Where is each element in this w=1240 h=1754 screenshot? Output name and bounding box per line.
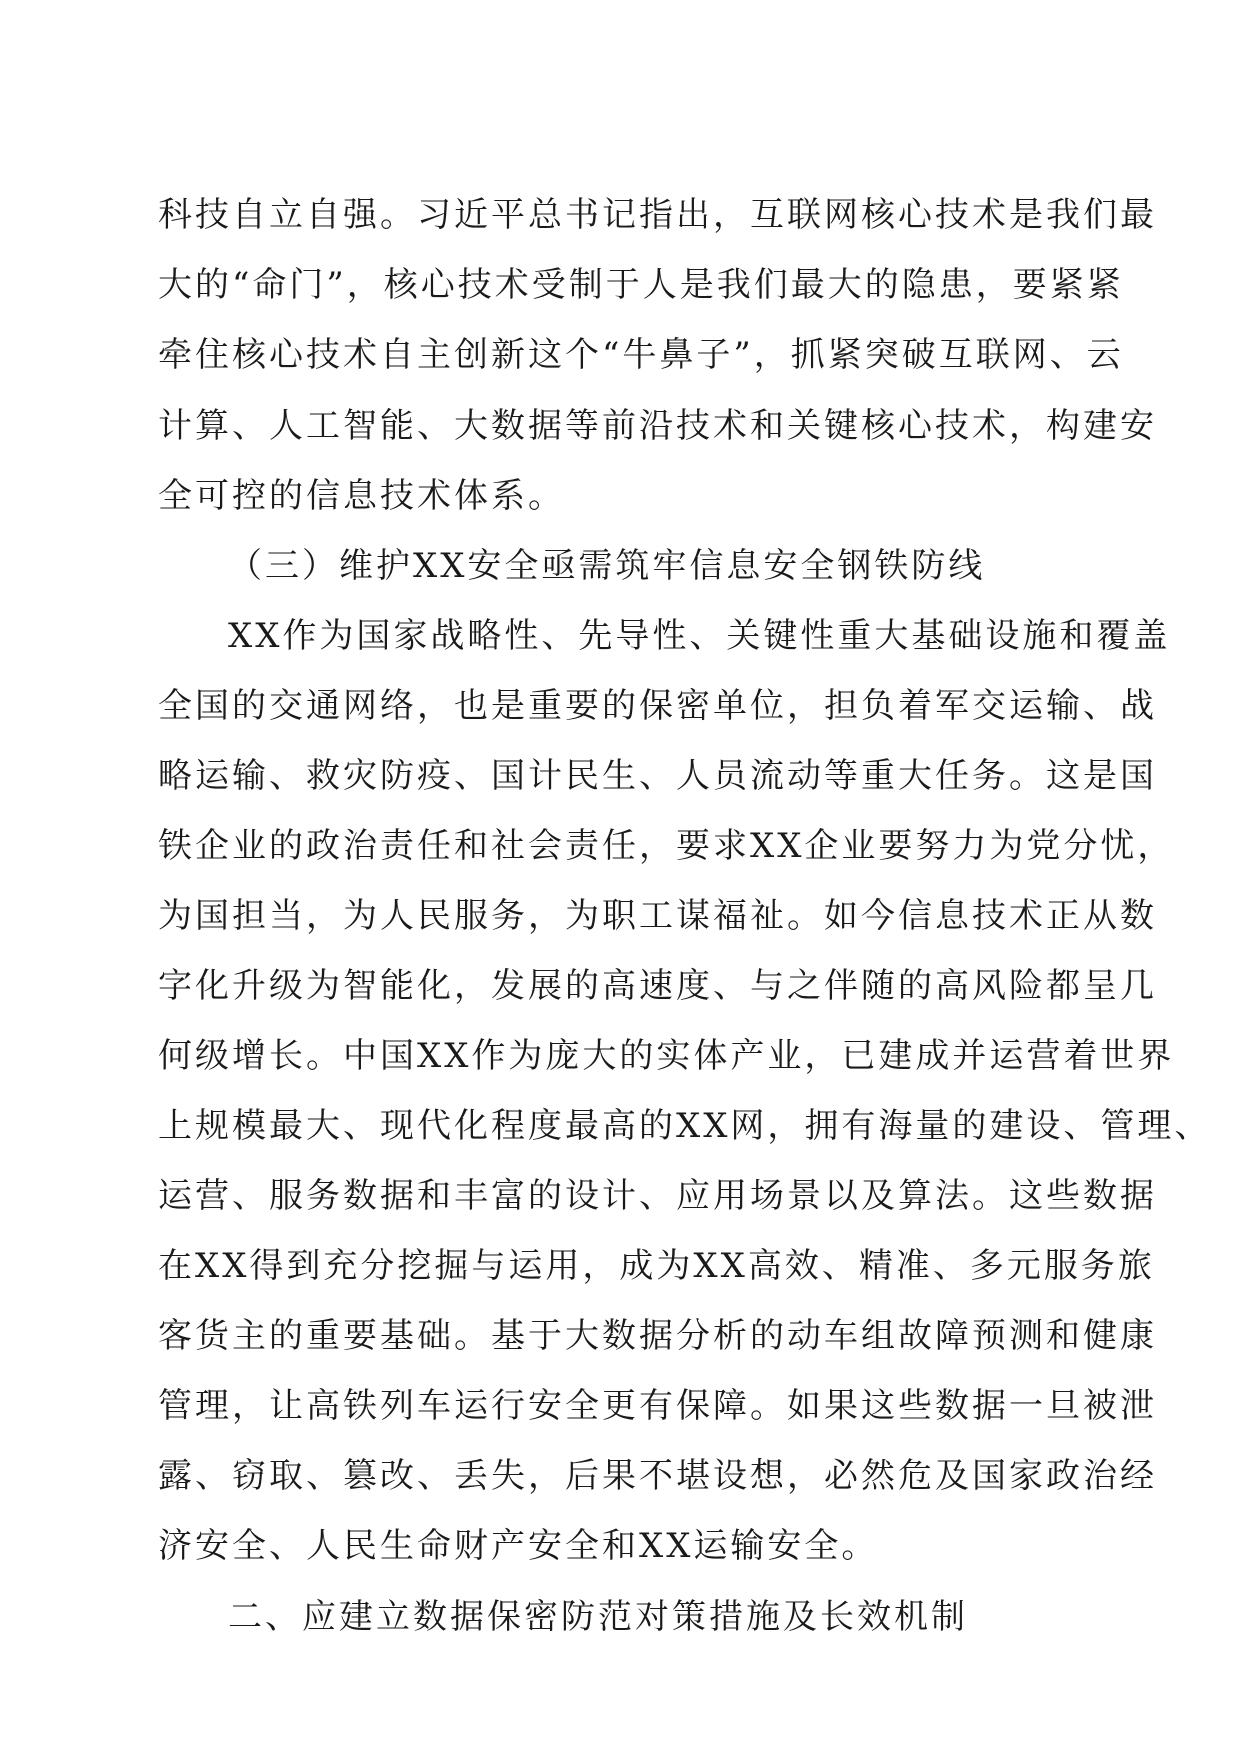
body-text-line: 全可控的信息技术体系。 bbox=[158, 476, 565, 516]
body-text-line: 大的“命门”，核心技术受制于人是我们最大的隐患，要紧紧 bbox=[158, 265, 1124, 305]
body-text-line: 科技自立自强。习近平总书记指出，互联网核心技术是我们最 bbox=[158, 195, 1157, 235]
body-text-line: 露、窃取、篡改、丢失，后果不堪设想，必然危及国家政治经 bbox=[158, 1456, 1157, 1496]
body-text-line: 计算、人工智能、大数据等前沿技术和关键核心技术，构建安 bbox=[158, 406, 1157, 446]
body-text-line: 略运输、救灾防疫、国计民生、人员流动等重大任务。这是国 bbox=[158, 756, 1157, 796]
body-text-line: 管理，让高铁列车运行安全更有保障。如果这些数据一旦被泄 bbox=[158, 1386, 1157, 1426]
body-text-line: 在XX得到充分挖掘与运用，成为XX高效、精准、多元服务旅 bbox=[158, 1246, 1155, 1286]
section-heading: 二、应建立数据保密防范对策措施及长效机制 bbox=[228, 1597, 968, 1637]
body-text-line: XX作为国家战略性、先导性、关键性重大基础设施和覆盖 bbox=[228, 616, 1171, 656]
body-text-line: 字化升级为智能化，发展的高速度、与之伴随的高风险都呈几 bbox=[158, 966, 1157, 1006]
body-text-line: 上规模最大、现代化程度最高的XX网，拥有海量的建设、管理、 bbox=[158, 1106, 1212, 1146]
body-text-line: 铁企业的政治责任和社会责任，要求XX企业要努力为党分忧， bbox=[158, 826, 1175, 866]
body-text-line: 何级增长。中国XX作为庞大的实体产业，已建成并运营着世界 bbox=[158, 1036, 1175, 1076]
body-text-line: 牵住核心技术自主创新这个“牛鼻子”，抓紧突破互联网、云 bbox=[158, 335, 1124, 375]
section-heading: （三）维护XX安全亟需筑牢信息安全钢铁防线 bbox=[228, 546, 986, 586]
body-text-line: 客货主的重要基础。基于大数据分析的动车组故障预测和健康 bbox=[158, 1316, 1157, 1356]
body-text-line: 为国担当，为人民服务，为职工谋福祉。如今信息技术正从数 bbox=[158, 896, 1157, 936]
body-text-line: 济安全、人民生命财产安全和XX运输安全。 bbox=[158, 1526, 879, 1566]
body-text-line: 运营、服务数据和丰富的设计、应用场景以及算法。这些数据 bbox=[158, 1176, 1157, 1216]
body-text-line: 全国的交通网络，也是重要的保密单位，担负着军交运输、战 bbox=[158, 686, 1157, 726]
